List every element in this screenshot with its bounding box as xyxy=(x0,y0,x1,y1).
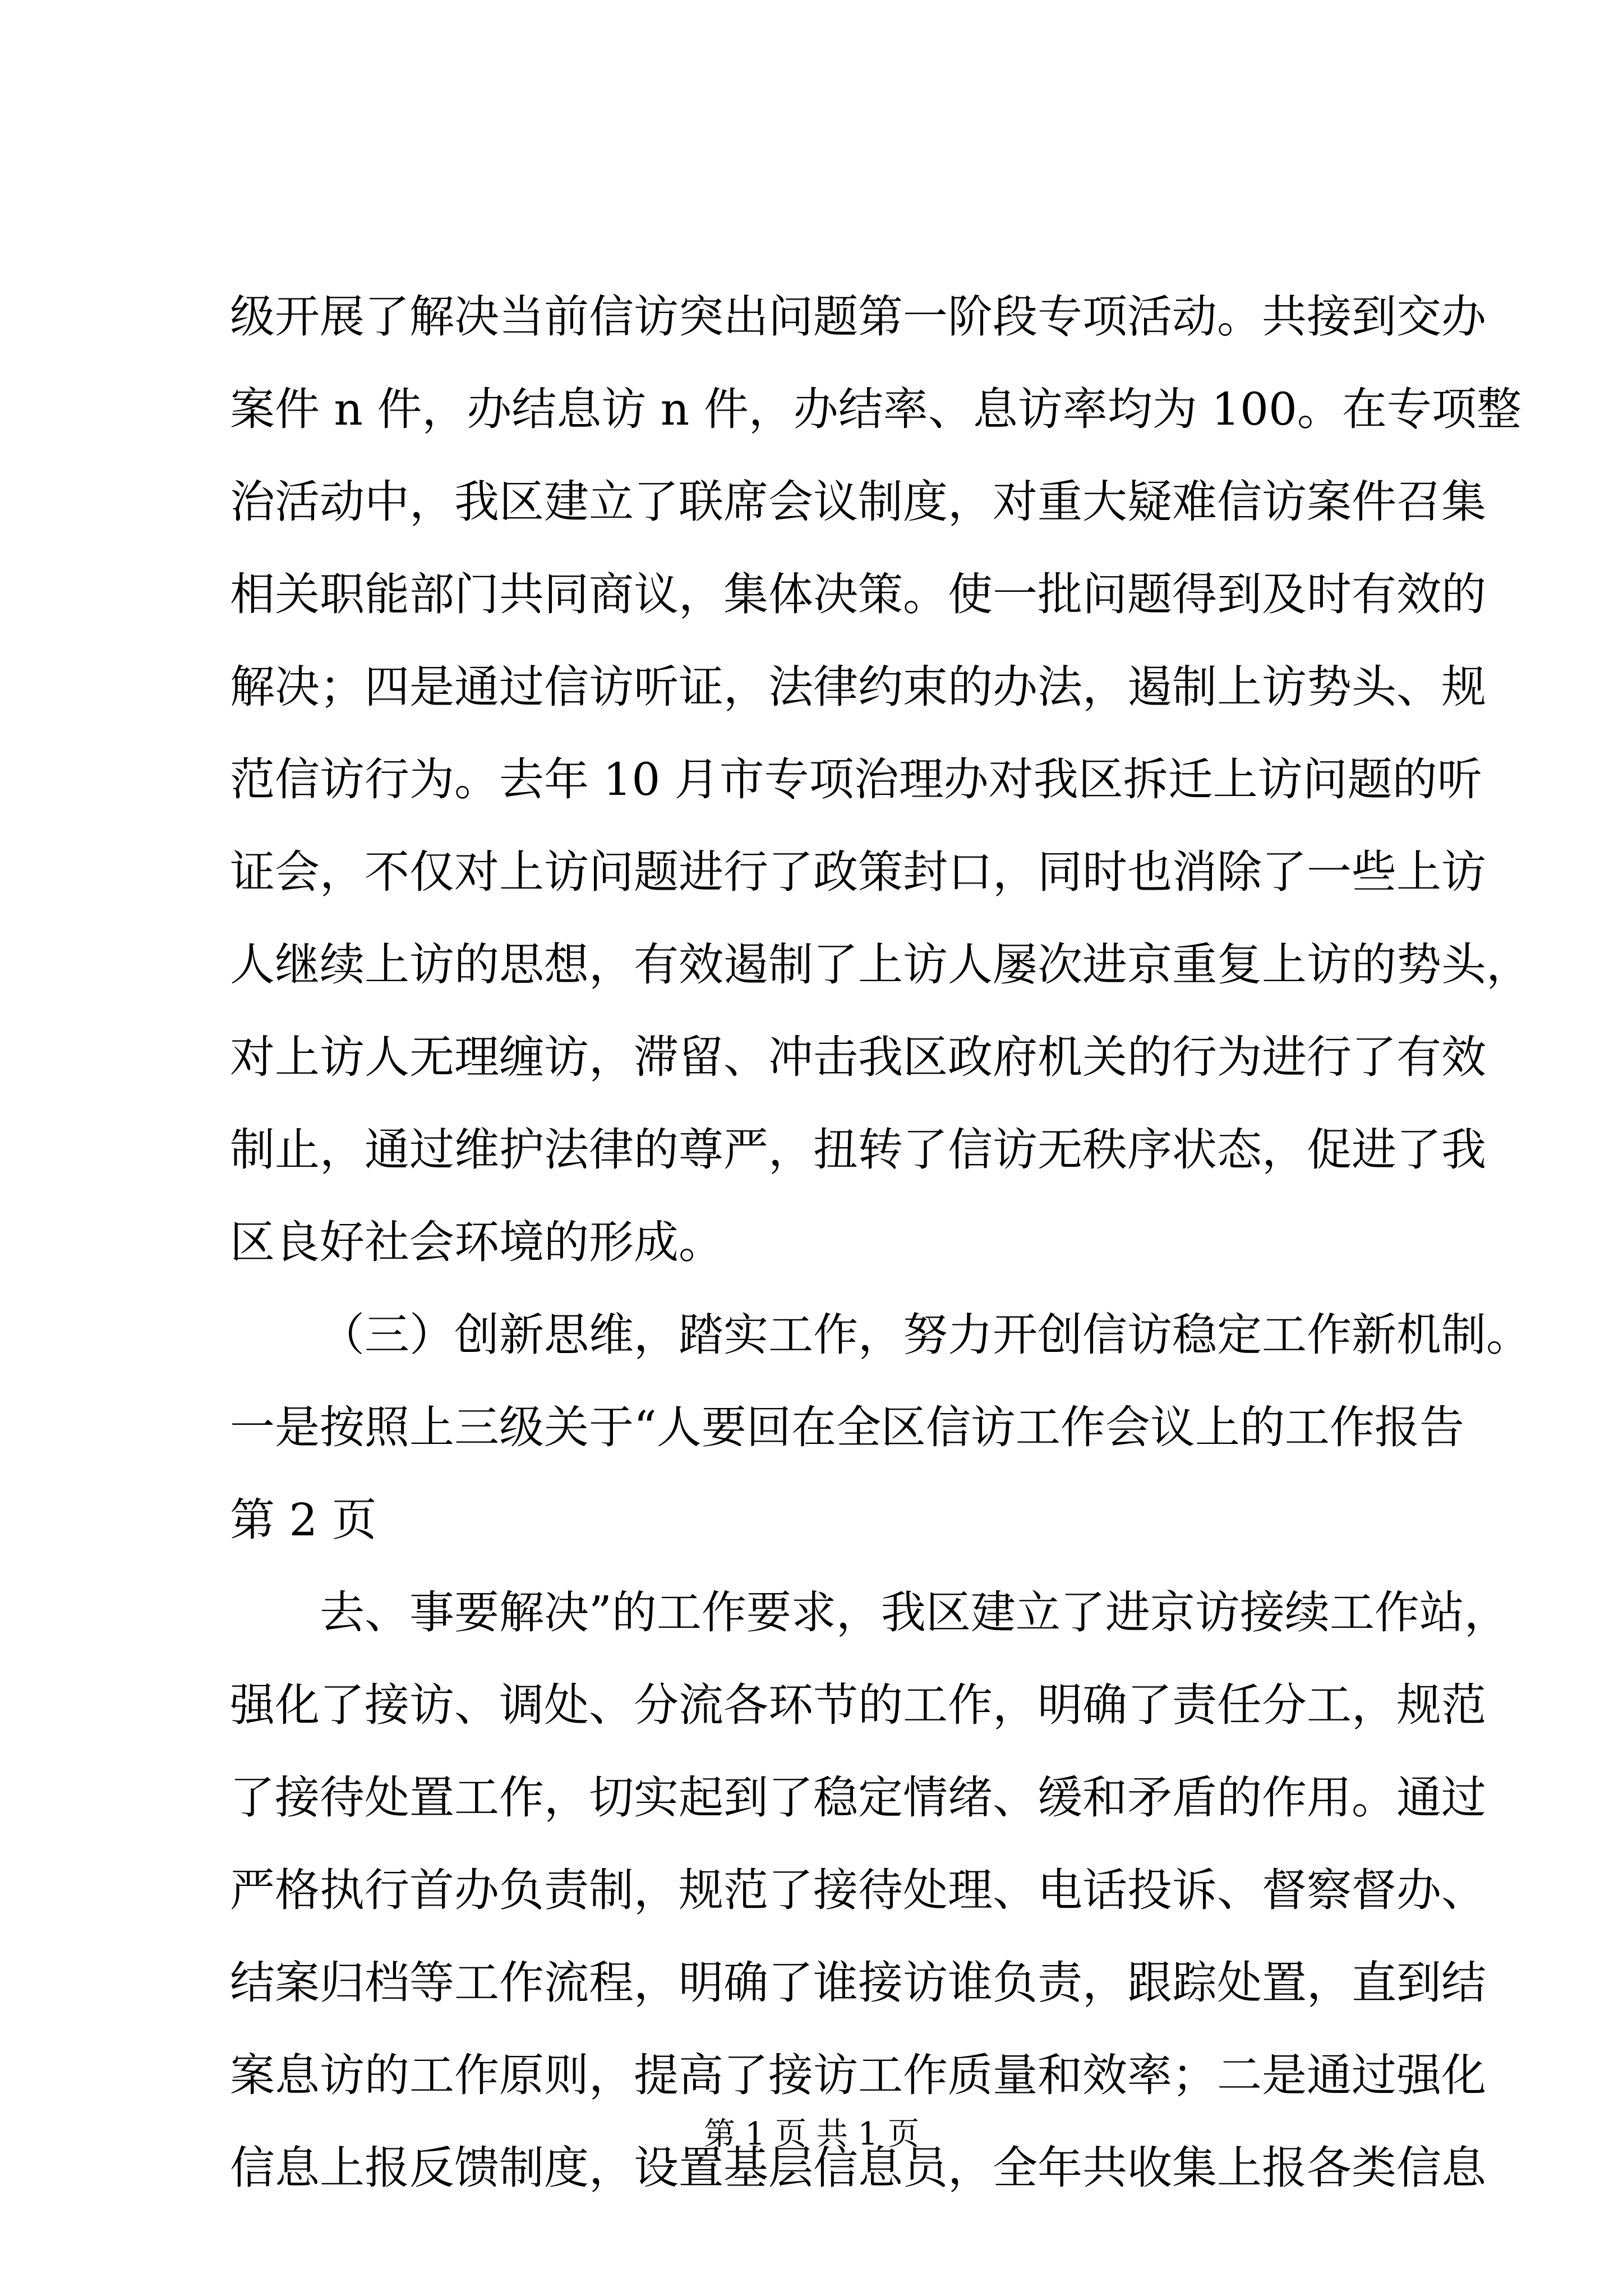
text-line: 信息上报反馈制度，设置基层信息员，全年共收集上报各类信息 xyxy=(230,2142,1486,2194)
page-footer: 第 1 页 共 1 页 xyxy=(703,2116,920,2152)
text-line: 案息访的工作原则，提高了接访工作质量和效率；二是通过强化 xyxy=(230,2049,1486,2101)
text-line: 人继续上访的思想，有效遏制了上访人屡次进京重复上访的势头， xyxy=(230,938,1531,991)
text-line: 强化了接访、调处、分流各环节的工作，明确了责任分工，规范 xyxy=(230,1679,1486,1731)
text-line: 严格执行首办负责制，规范了接待处理、电话投诉、督察督办、 xyxy=(230,1864,1486,1916)
document-body xyxy=(230,270,1531,2214)
text-line: 区良好社会环境的形成。 xyxy=(230,1216,723,1268)
text-line: 范信访行为。去年 10 月市专项治理办对我区拆迁上访问题的听 xyxy=(230,753,1482,806)
text-line: 了接待处置工作，切实起到了稳定情绪、缓和矛盾的作用。通过 xyxy=(230,1772,1486,1824)
section-heading-line: （三）创新思维，踏实工作，努力开创信访稳定工作新机制。 xyxy=(320,1309,1531,1361)
text-line: 解决；四是通过信访听证，法律约束的办法，遏制上访势头、规 xyxy=(230,661,1486,713)
text-line: 制止，通过维护法律的尊严，扭转了信访无秩序状态，促进了我 xyxy=(230,1124,1486,1176)
text-line: 对上访人无理缠访，滞留、冲击我区政府机关的行为进行了有效 xyxy=(230,1031,1486,1083)
text-line: 证会，不仅对上访问题进行了政策封口，同时也消除了一些上访 xyxy=(230,846,1486,898)
inline-page-marker: 第 2 页 xyxy=(230,1494,377,1546)
text-line: 治活动中，我区建立了联席会议制度，对重大疑难信访案件召集 xyxy=(230,476,1486,528)
text-line: 结案归档等工作流程，明确了谁接访谁负责，跟踪处置，直到结 xyxy=(230,1957,1486,2009)
text-line: 一是按照上三级关于“人要回在全区信访工作会议上的工作报告 xyxy=(230,1401,1464,1453)
text-line: 案件 n 件，办结息访 n 件，办结率、息访率均为 100。在专项整 xyxy=(230,383,1521,435)
text-line: 级开展了解决当前信访突出问题第一阶段专项活动。共接到交办 xyxy=(230,291,1486,343)
paragraph-start-line: 去、事要解决”的工作要求，我区建立了进京访接续工作站， xyxy=(320,1586,1509,1639)
text-line: 相关职能部门共同商议，集体决策。使一批问题得到及时有效的 xyxy=(230,568,1486,620)
